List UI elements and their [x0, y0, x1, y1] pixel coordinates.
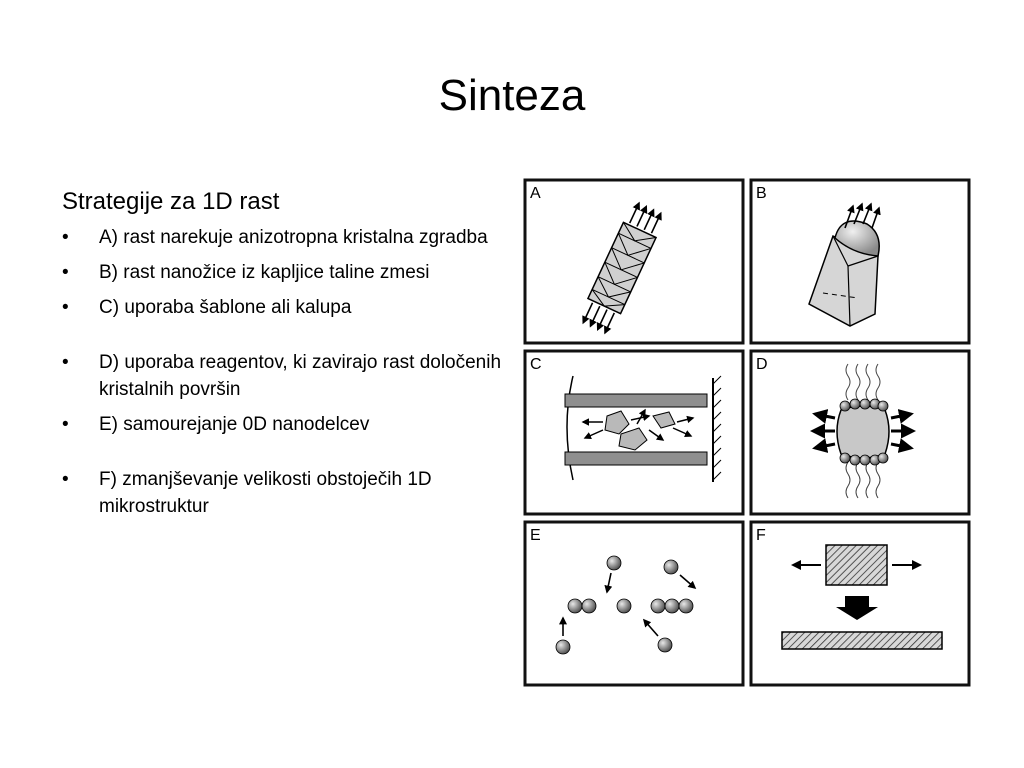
bullet-icon: • — [62, 262, 69, 283]
panel-d-label: D — [756, 356, 768, 373]
panel-b-label: B — [756, 185, 767, 202]
slide-content — [62, 186, 502, 528]
bullet-text: A) rast narekuje anizotropna kristalna zgradba — [99, 227, 488, 248]
panel-e-label: E — [530, 527, 541, 544]
bullet-text: B) rast nanožice iz kapljice taline zmesi — [99, 262, 430, 283]
bullet-text: F) zmanjševanje velikosti obstoječih 1D mikrostruktur — [99, 469, 432, 517]
bullet-text: D) uporaba reagentov, ki zavirajo rast določenih kristalnih površin — [99, 352, 502, 400]
panel-a — [525, 180, 743, 343]
panel-d — [751, 351, 969, 514]
bullet-text: C) uporaba šablone ali kalupa — [99, 297, 352, 318]
list-item — [62, 294, 502, 321]
bullet-icon: • — [62, 352, 69, 373]
list-item — [62, 224, 502, 251]
bullet-icon: • — [62, 297, 69, 318]
bullet-icon: • — [62, 414, 69, 435]
bullet-icon: • — [62, 469, 69, 490]
panel-b — [751, 180, 969, 343]
panel-c-label: C — [530, 356, 542, 373]
list-item — [62, 466, 502, 520]
panel-a-label: A — [530, 185, 541, 202]
strategy-list — [62, 224, 502, 520]
slide-title: Sinteza — [438, 71, 586, 120]
strategies-heading: Strategije za 1D rast — [62, 188, 280, 215]
list-item — [62, 259, 502, 286]
list-item — [62, 349, 502, 403]
panel-f — [751, 522, 969, 685]
growth-strategies-figure — [523, 178, 971, 688]
panel-e — [525, 522, 743, 685]
list-item — [62, 411, 502, 438]
bullet-icon: • — [62, 227, 69, 248]
panel-c — [525, 351, 743, 514]
bullet-text: E) samourejanje 0D nanodelcev — [99, 414, 370, 435]
panel-f-label: F — [756, 527, 766, 544]
